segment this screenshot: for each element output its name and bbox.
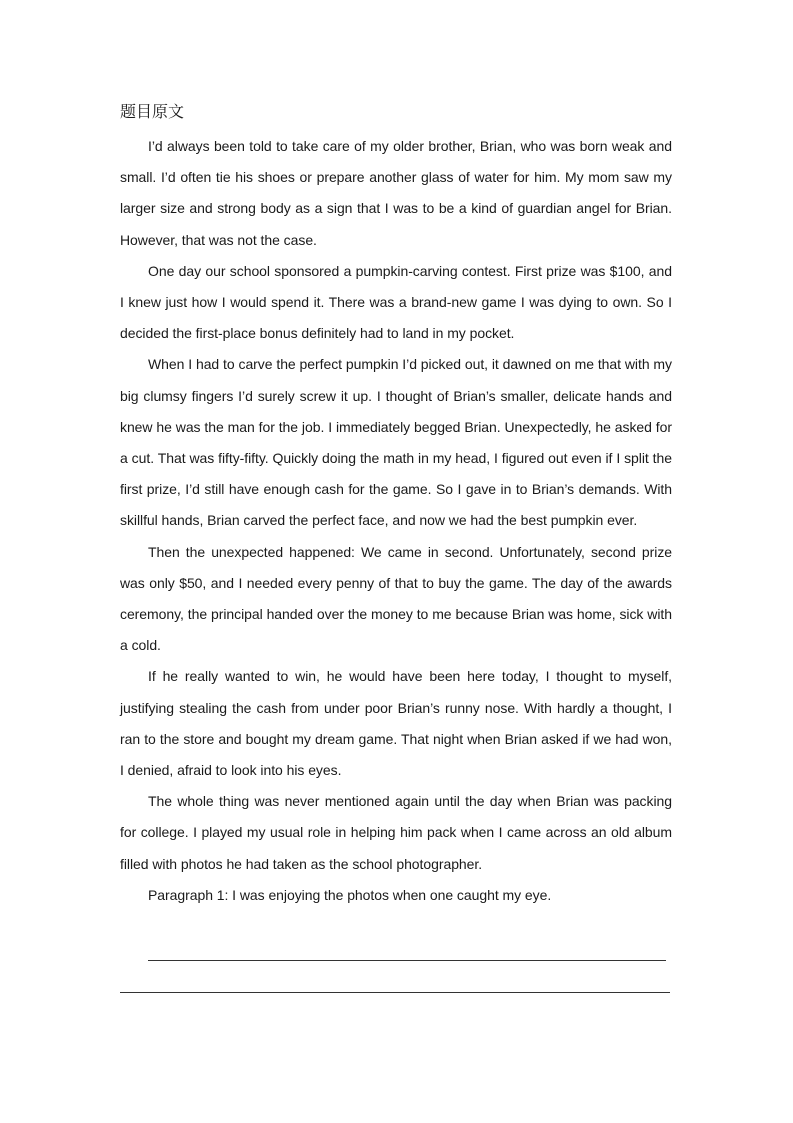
paragraph-6: The whole thing was never mentioned again until the day when Brian was packing for college. I played my usual role in helping him pack when I came across an old album filled with photos he had taken as the school photographer. xyxy=(120,793,672,872)
paragraph-2: One day our school sponsored a pumpkin-carving contest. First prize was $100, and I knew just how I would spend it. There was a brand-new game I was dying to own. So I decided the first-place bonus definitely had to land in my pocket. xyxy=(120,262,672,342)
paragraph-5: If he really wanted to win, he would have been here today, I thought to myself, justifying stealing the cash from under poor Brian’s runny nose. With hardly a thought, I ran to the store and bought my dream game. That night when Brian asked if we had won, I denied, afraid to look into his eyes. xyxy=(120,668,672,779)
paragraph-4: Then the unexpected happened: We came in second. Unfortunately, second prize was only $50, and I needed every penny of that to buy the game. The day of the awards ceremony, the principal handed over the money to me because Brian was home, sick with a cold. xyxy=(120,543,672,654)
document-body xyxy=(120,100,672,911)
document-heading: 题目原文 xyxy=(120,102,185,121)
writing-prompt: Paragraph 1: I was enjoying the photos when one caught my eye. xyxy=(148,886,552,903)
answer-line-1[interactable] xyxy=(148,960,666,961)
paragraph-1: I’d always been told to take care of my older brother, Brian, who was born weak and small. I’d often tie his shoes or prepare another glass of water for him. My mom saw my larger size and strong body as a sign that I was to be a kind of guardian angel for Brian. However, that was not the case. xyxy=(120,138,672,248)
paragraph-3: When I had to carve the perfect pumpkin I’d picked out, it dawned on me that with my big clumsy fingers I’d surely screw it up. I thought of Brian’s smaller, delicate hands and knew he was the man for the job. I immediately begged Brian. Unexpectedly, he asked for a cut. That was fifty-fifty. Quickly doing the math in my head, I figured out even if I split the first prize, I’d still have enough cash for the game. So I gave in to Brian’s demands. With skillful hands, Brian carved the perfect face, and now we had the best pumpkin ever. xyxy=(120,356,672,529)
answer-line-2[interactable] xyxy=(120,992,670,993)
